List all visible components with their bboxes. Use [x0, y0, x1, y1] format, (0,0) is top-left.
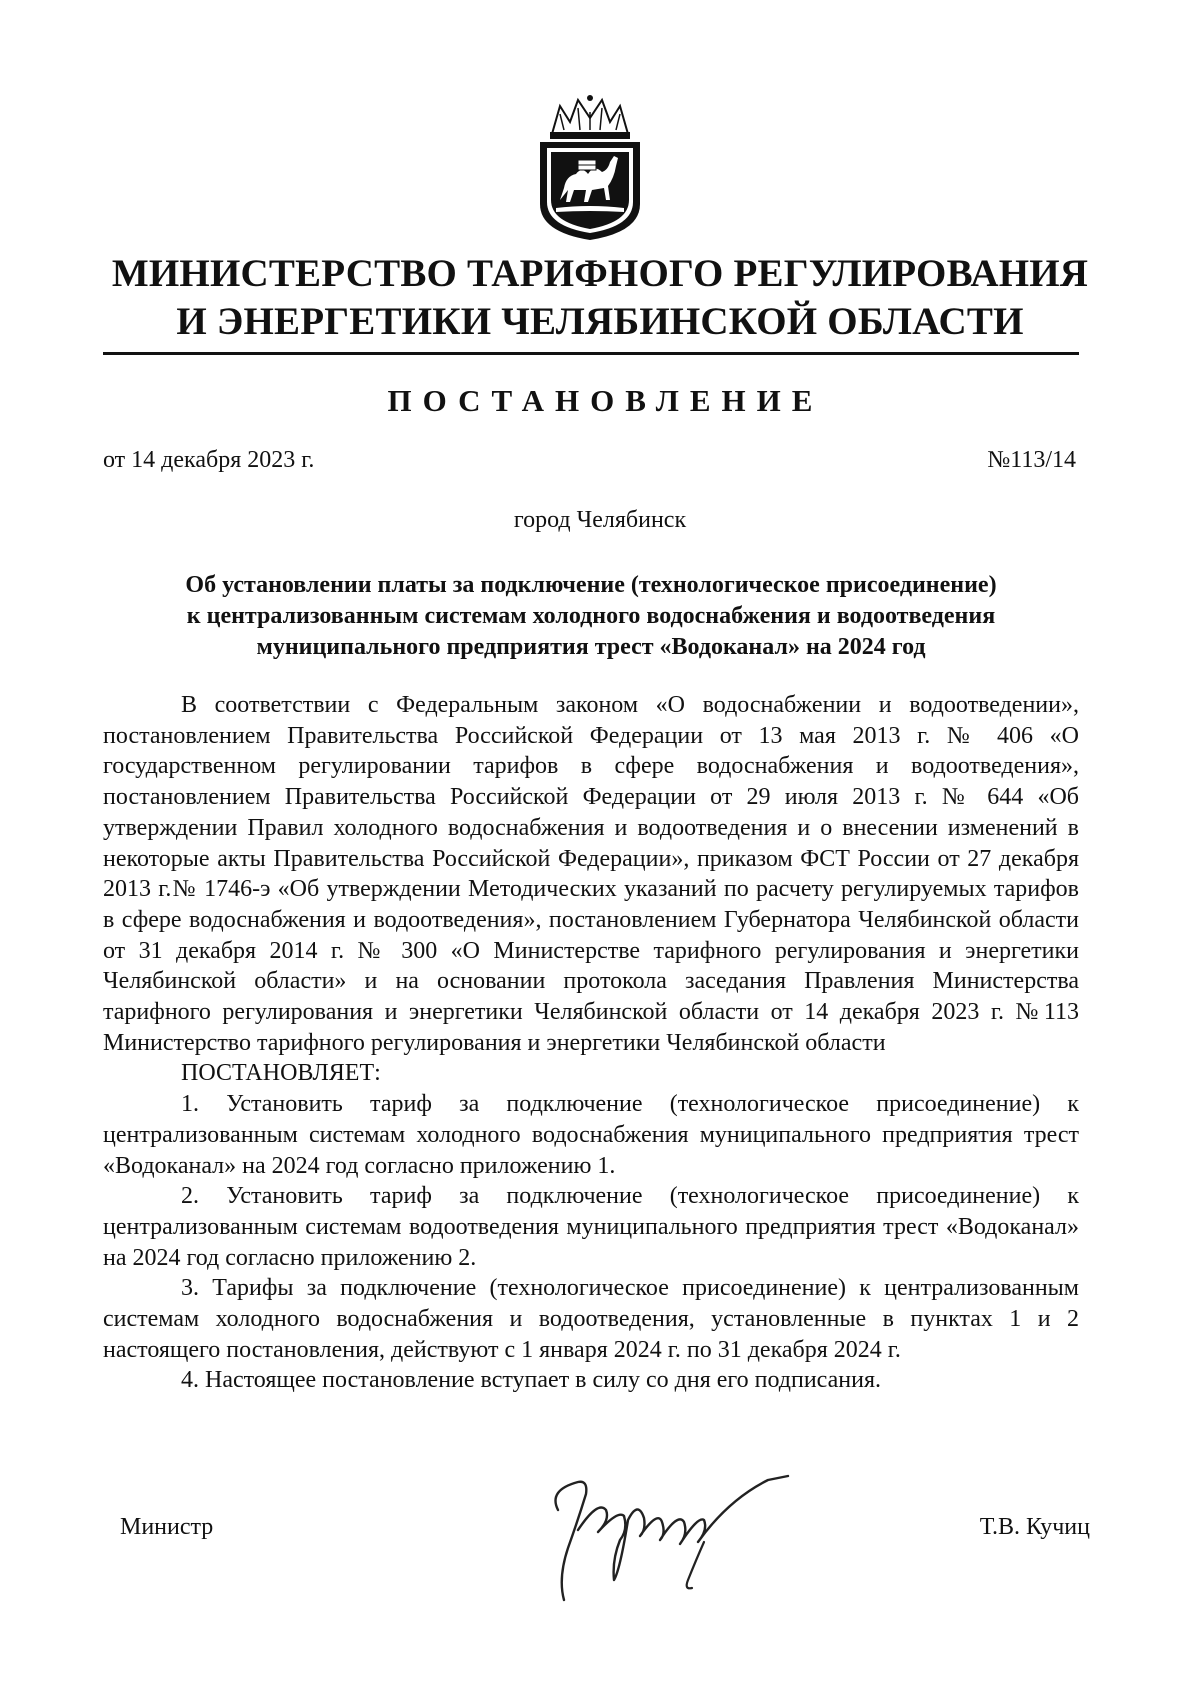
document-city: город Челябинск	[513, 507, 687, 533]
title-line-3: муниципального предприятия трест «Водоканал» на 2024 год	[256, 634, 926, 660]
signature-icon	[528, 1460, 808, 1610]
item-2: 2. Установить тариф за подключение (технологическое присоединение) к централизованным системам водоотведения муниципального предприятия трест «Водоканал» на 2024 год согласно приложению 2.	[103, 1183, 1079, 1271]
item-4: 4. Настоящее постановление вступает в силу со дня его подписания.	[181, 1367, 882, 1394]
decree-word: ПОСТАНОВЛЯЕТ:	[181, 1060, 381, 1087]
item-1: 1. Установить тариф за подключение (технологическое присоединение) к централизованным системам холодного водоснабжения муниципального предприятия трест «Водоканал» на 2024 год согласно приложению 1.	[103, 1091, 1079, 1179]
document-type: ПОСТАНОВЛЕНИЕ	[387, 383, 824, 418]
ministry-line-1: МИНИСТЕРСТВО ТАРИФНОГО РЕГУЛИРОВАНИЯ	[111, 252, 1089, 295]
coat-of-arms-icon	[530, 92, 650, 242]
signer-name: Т.В. Кучиц	[979, 1514, 1090, 1540]
title-line-2: к централизованным системам холодного водоснабжения и водоотведения	[186, 603, 996, 629]
document-body	[103, 690, 1079, 1396]
preamble-paragraph: В соответствии с Федеральным законом «О водоснабжении и водоотведении», постановлением Правительства Российской Федерации от 13 мая 2013 г. № 406 «О государственном регулировании тарифов в сфере водоснабжения и водоотведения», постановлением Правительства Российской Федерации от 29 июля 2013 г. № 644 «Об утверждении Правил холодного водоснабжения и водоотведения и о внесении изменений в некоторые акты Правительства Российской Федерации», приказом ФСТ России от 27 декабря 2013 г.№ 1746-э «Об утверждении Методических указаний по расчету регулируемых тарифов в сфере водоснабжения и водоотведения», постановлением Губернатора Челябинской области от 31 декабря 2014 г. № 300 «О Министерстве тарифного регулирования и энергетики Челябинской области» и на основании протокола заседания Правления Министерства тарифного регулирования и энергетики Челябинской области от 14 декабря 2023 г. №113 Министерство тарифного регулирования и энергетики Челябинской области	[103, 692, 1079, 1056]
header-divider	[103, 352, 1079, 355]
ministry-name	[0, 250, 1200, 346]
signer-role: Министр	[120, 1514, 214, 1540]
title-line-1: Об установлении платы за подключение (технологическое присоединение)	[185, 572, 997, 598]
document-title	[103, 570, 1079, 663]
document-date: от 14 декабря 2023 г.	[103, 447, 315, 473]
ministry-line-2: И ЭНЕРГЕТИКИ ЧЕЛЯБИНСКОЙ ОБЛАСТИ	[176, 300, 1024, 343]
item-3: 3. Тарифы за подключение (технологическое присоединение) к централизованным системам холодного водоснабжения и водоотведения, установленные в пунктах 1 и 2 настоящего постановления, действуют с 1 января 2024 г. по 31 декабря 2024 г.	[103, 1275, 1079, 1363]
document-number: №113/14	[987, 447, 1076, 473]
